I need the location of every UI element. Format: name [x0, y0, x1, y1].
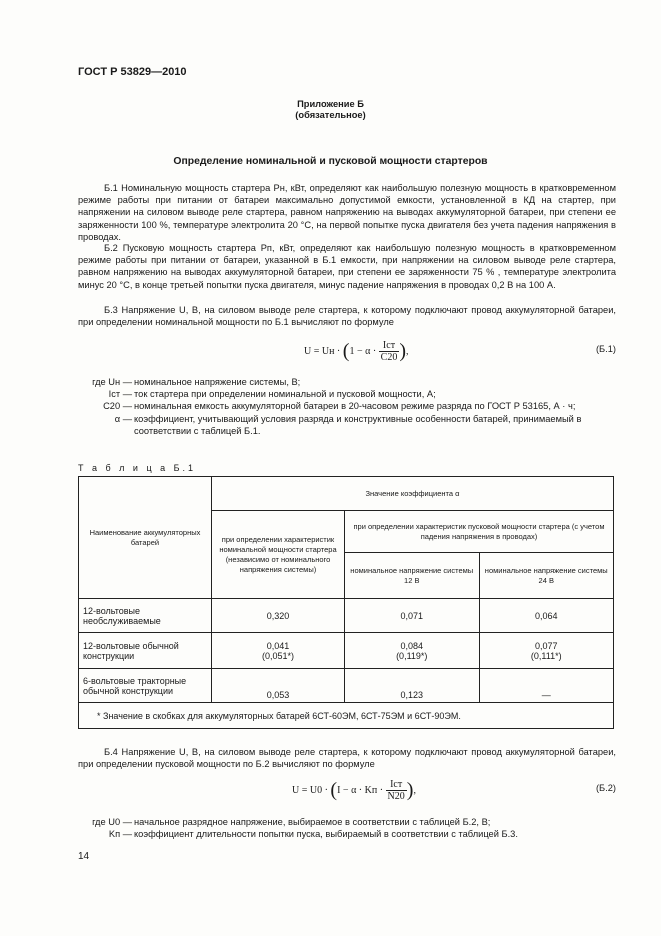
paragraph-b4 [78, 746, 616, 770]
table-cell-name: 12-вольтовые обычной конструкции [79, 633, 212, 669]
table-value: 0,041 [266, 640, 290, 651]
table-row [79, 599, 614, 633]
table-value-alt: (0,111*) [530, 650, 562, 661]
table-cell-12v: 0,071 [345, 599, 480, 633]
paragraph-b2-text: Б.2 Пусковую мощность стартера Рп, кВт, определяют как наибольшую полезную мощность в кратковременном режиме работы при питании от батареи, указанной в Б.1 емкости, при напряжении на силовом выводе реле стартера, равном напряжению на выводах аккумуляторной батареи, при степени ее заряженности 75 % , температуре электролита минус 20 °С, в конце третьей попытки пуска двигателя, минус падение напряжения в проводах 0,2 В на 100 А. [78, 243, 616, 290]
legend-symbol: C20 — [103, 401, 132, 412]
legend-text: номинальное напряжение системы, В; [134, 377, 301, 387]
paragraph-b3 [78, 304, 616, 328]
paragraph-b1 [78, 182, 616, 243]
table-footnote: * Значение в скобках для аккумуляторных батарей 6СТ-60ЭМ, 6СТ-75ЭМ и 6СТ-90ЭМ. [79, 703, 614, 729]
formula-b2-tail: , [413, 784, 416, 796]
table-row [79, 633, 614, 669]
table-head-start: при определении характеристик пусковой мощности стартера (с учетом падения напряжения в проводах) [345, 511, 614, 553]
legend-row [78, 400, 618, 412]
legend-b1 [78, 376, 618, 437]
legend-symbol: где Uн — [92, 377, 132, 387]
table-cell-nominal: 0,320 [212, 599, 345, 633]
table-value: 0,077 [534, 640, 558, 651]
legend-b2 [78, 816, 618, 840]
table-cell-24v [479, 633, 614, 669]
legend-text: начальное разрядное напряжение, выбираемое в соответствии с таблицей Б.2, В; [134, 817, 491, 827]
legend-text: коэффициент, учитывающий условия разряда и конструктивные особенности батарей, принимаемый в соответствии с таблицей Б.1. [134, 413, 582, 436]
formula-b2-numerator: Iст [386, 779, 407, 791]
formula-b1-one-minus: 1 − α · [349, 345, 377, 357]
formula-b1-fraction [379, 340, 400, 363]
formula-b1-lhs: U = Uн · [304, 345, 341, 357]
table-caption: Т а б л и ц а Б.1 [78, 463, 197, 473]
table-cell-name: 6-вольтовые тракторные обычной конструкции [79, 669, 212, 703]
formula-b1-close-paren: ) [399, 340, 406, 362]
formula-b2-open-paren: ( [330, 779, 338, 801]
legend-text: коэффициент длительности попытки пуска, выбираемый в соответствии с таблицей Б.3. [134, 829, 518, 840]
legend-text: ток стартера при определении номинальной и пусковой мощности, А; [134, 389, 436, 400]
table-cell-name: 12-вольтовые необслуживаемые [79, 599, 212, 633]
formula-b1-numerator: Iст [379, 340, 400, 352]
formula-b2-fraction [386, 779, 407, 802]
table-value-alt: (0,119*) [396, 650, 428, 661]
formula-b2-number: (Б.2) [595, 783, 616, 793]
formula-b2 [292, 779, 416, 802]
table-row [79, 669, 614, 703]
document-code: ГОСТ Р 53829—2010 [78, 66, 187, 78]
legend-symbol: где U0 — [92, 817, 132, 827]
table-head-nominal: при определении характеристик номинальной мощности стартера (независимо от номинального напряжения системы) [212, 511, 345, 599]
legend-row [78, 376, 618, 388]
coefficient-table [78, 476, 614, 729]
legend-row [78, 413, 618, 437]
table-cell-12v: 0,123 [345, 669, 480, 703]
table-value: 0,084 [400, 640, 424, 651]
paragraph-b1-text: Б.1 Номинальную мощность стартера Рн, кВт, определяют как наибольшую полезную мощность в кратковременном режиме работы при питании от батареи максимально допустимой емкости, установленной в КД на стартер, при напряжении на силовом выводе реле стартера, равном напряжению на выводах аккумуляторной батареи, при степени ее заряженности 100 %, температуре электролита 20 °С, на первой попытке пуска двигателя без учета падения напряжения в проводах. [78, 183, 616, 242]
paragraph-b2 [78, 242, 616, 291]
table-cell-24v: 0,064 [479, 599, 614, 633]
legend-row [78, 828, 618, 840]
table-cell-nominal [212, 633, 345, 669]
legend-symbol: Iст — [108, 389, 132, 400]
paragraph-b3-text: Б.3 Напряжение U, В, на силовом выводе реле стартера, к которому подключают провод аккумуляторной батареи, при определении номинальной мощности по Б.1 вычисляют по формуле [78, 305, 616, 328]
appendix-title: Приложение Б [297, 99, 364, 109]
formula-b1-denominator: C20 [380, 352, 398, 363]
table-head-coefficient: Значение коэффициента α [212, 477, 614, 511]
legend-row [78, 816, 618, 828]
legend-text: номинальная емкость аккумуляторной батареи в 20-часовом режиме разряда по ГОСТ Р 53165, А · ч; [134, 401, 576, 412]
table-head-12v: номинальное напряжение системы 12 В [345, 553, 480, 599]
formula-b1 [304, 340, 409, 363]
formula-b2-close-paren: ) [406, 779, 414, 801]
formula-b2-lhs: U = U0 · [292, 784, 328, 796]
legend-symbol: Kп — [108, 829, 132, 840]
formula-b1-tail: , [406, 345, 409, 357]
table-cell-24v: — [479, 669, 614, 703]
table-cell-nominal: 0,053 [212, 669, 345, 703]
formula-b2-one-minus: I − α · Kп · [337, 784, 384, 796]
table-cell-12v [345, 633, 480, 669]
formula-b1-number: (Б.1) [595, 344, 616, 354]
legend-row [78, 388, 618, 400]
table-head-name: Наименование аккумуляторных батарей [79, 477, 212, 599]
formula-b1-open-paren: ( [342, 340, 350, 362]
formula-b2-denominator: N20 [387, 791, 405, 802]
table-head-24v: номинальное напряжение системы 24 В [479, 553, 614, 599]
appendix-note: (обязательное) [295, 110, 366, 120]
page-number: 14 [78, 851, 90, 862]
table-value-alt: (0,051*) [261, 650, 295, 661]
paragraph-b4-text: Б.4 Напряжение U, В, на силовом выводе реле стартера, к которому подключают провод аккумуляторной батареи, при определении пусковой мощности по Б.2 вычисляют по формуле [78, 747, 616, 770]
section-title: Определение номинальной и пусковой мощности стартеров [173, 156, 488, 167]
legend-symbol: α — [114, 413, 132, 424]
